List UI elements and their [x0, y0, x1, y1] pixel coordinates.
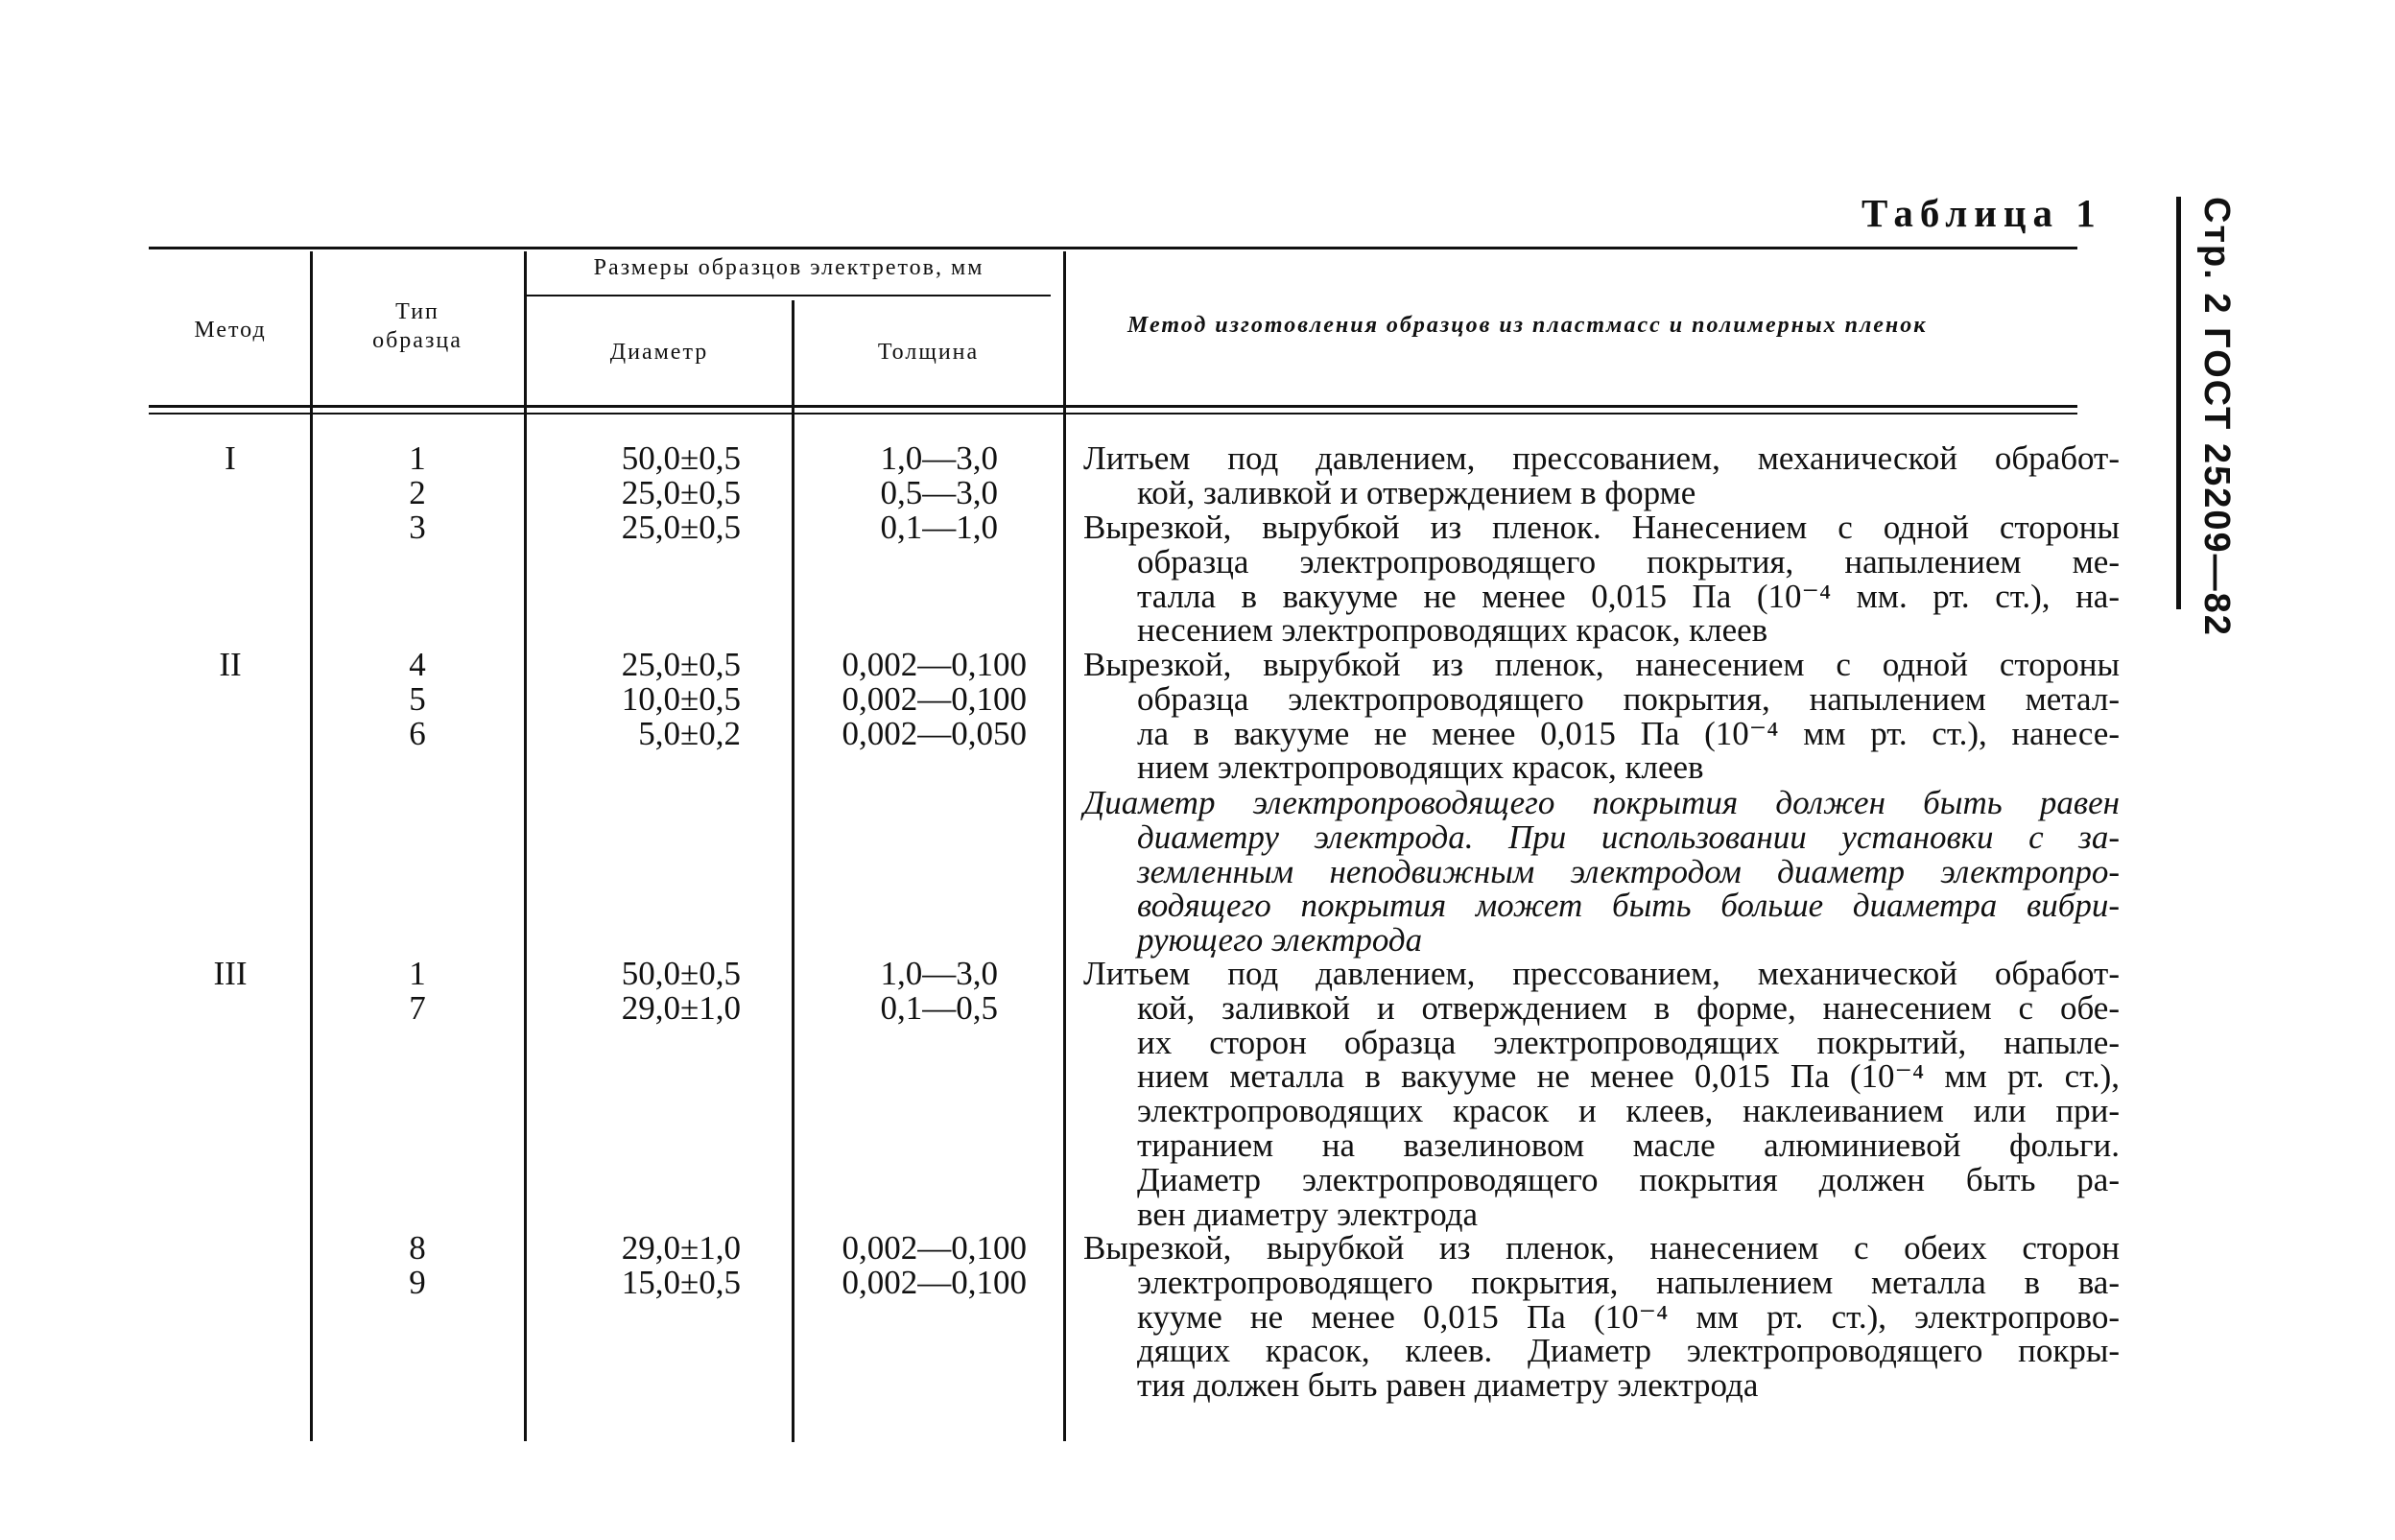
header-diameter: Диаметр: [609, 340, 709, 365]
desc-line: кой, заливкой и отверждением в форме, нанесением с обе-: [1137, 988, 2120, 1027]
header-method: Метод: [194, 318, 267, 343]
col-divider-4: [1063, 251, 1066, 1441]
types-I: 1 2 3: [409, 439, 426, 546]
header-bottom-rule-2: [149, 413, 2077, 415]
header-sample-type-line2: образца: [372, 328, 462, 353]
desc-line: вен диаметру электрода: [1137, 1195, 1479, 1233]
desc-line: нием металла в вакууме не менее 0,015 Па (10⁻⁴ мм рт. ст.),: [1137, 1057, 2120, 1096]
diameters-II: 25,0±0,5 10,0±0,5 5,0±0,2: [621, 646, 741, 752]
desc-line: кууме не менее 0,015 Па (10⁻⁴ мм рт. ст.), электропрово-: [1137, 1297, 2120, 1336]
thicknesses-III-b: 0,002—0,100 0,002—0,100: [842, 1229, 1027, 1301]
desc-II-1: [1083, 648, 2120, 785]
header-sample-type-line1: Тип: [395, 299, 439, 324]
types-III-b: 8 9: [409, 1229, 426, 1301]
desc-line: водящего покрытия может быть больше диаметра вибри-: [1137, 887, 2120, 925]
desc-line: талла в вакууме не менее 0,015 Па (10⁻⁴ мм. рт. ст.), на-: [1137, 577, 2120, 615]
diameters-III-b: 29,0±1,0 15,0±0,5: [621, 1229, 741, 1301]
desc-line: Литьем под давлением, прессованием, механической обработ-: [1083, 439, 2120, 477]
header-thickness: Толщина: [877, 340, 980, 365]
desc-line: тия должен быть равен диаметру электрода: [1137, 1366, 1759, 1405]
desc-line: диаметру электрода. При использовании установки с за-: [1137, 817, 2120, 856]
desc-line: Диаметр электропроводящего покрытия должен быть равен: [1083, 784, 2120, 821]
method-I: I: [225, 439, 236, 477]
desc-I-2: [1083, 510, 2120, 648]
thicknesses-I: 1,0—3,0 0,5—3,0 0,1—1,0: [880, 439, 998, 546]
desc-line: Вырезкой, вырубкой из пленок. Нанесением с одной стороны: [1083, 509, 2120, 546]
table-top-rule: [149, 247, 2077, 249]
types-II: 4 5 6: [409, 646, 426, 752]
diameters-III-a: 50,0±0,5 29,0±1,0: [621, 955, 741, 1027]
sizes-group-rule: [526, 295, 1051, 296]
thicknesses-II: 0,002—0,100 0,002—0,100 0,002—0,050: [842, 646, 1027, 752]
types-III-a: 1 7: [409, 955, 426, 1027]
side-divider: [2176, 197, 2181, 609]
method-II: II: [219, 646, 242, 683]
desc-III-a: [1083, 957, 2120, 1231]
desc-line: несением электропроводящих красок, клеев: [1137, 611, 1768, 650]
desc-line: электропроводящего покрытия, напылением металла в ва-: [1137, 1263, 2120, 1301]
desc-line: Вырезкой, вырубкой из пленок, нанесением с обеих сторон: [1083, 1229, 2120, 1267]
desc-line: дящих красок, клеев. Диаметр электропроводящего покры-: [1137, 1332, 2120, 1370]
diameters-I: 50,0±0,5 25,0±0,5 25,0±0,5: [621, 439, 741, 546]
desc-line: электропроводящих красок и клеев, наклеиванием или при-: [1137, 1092, 2120, 1130]
desc-line: кой, заливкой и отверждением в форме: [1137, 473, 1696, 511]
page-side-header: Стр. 2 ГОСТ 25209—82: [2196, 197, 2237, 637]
desc-line: Вырезкой, вырубкой из пленок, нанесением с одной стороны: [1083, 646, 2120, 683]
desc-line: образца электропроводящего покрытия, напылением метал-: [1137, 679, 2120, 718]
header-sample-type: [313, 297, 522, 355]
desc-line: тиранием на вазелиновом масле алюминиевой фольги.: [1137, 1125, 2120, 1164]
desc-II-note: [1083, 786, 2120, 958]
header-manufacture-method: Метод изготовления образцов из пластмасс и полимерных пленок: [1127, 313, 1928, 338]
col-divider-3: [792, 300, 794, 1442]
desc-line: ла в вакууме не менее 0,015 Па (10⁻⁴ мм рт. ст.), нанесе-: [1137, 714, 2120, 752]
desc-line: Диаметр электропроводящего покрытия должен быть ра-: [1137, 1160, 2120, 1198]
col-divider-2: [524, 251, 527, 1441]
desc-line: земленным неподвижным электродом диаметр электропро-: [1137, 852, 2120, 890]
thicknesses-III-a: 1,0—3,0 0,1—0,5: [880, 955, 998, 1027]
table-caption: Таблица 1: [1861, 191, 2102, 235]
header-bottom-rule-1: [149, 405, 2077, 408]
header-sizes-group: Размеры образцов электретов, мм: [593, 255, 984, 280]
method-III: III: [213, 955, 248, 992]
desc-I-1: [1083, 441, 2120, 510]
desc-line: Литьем под давлением, прессованием, механической обработ-: [1083, 955, 2120, 992]
desc-line: их сторон образца электропроводящих покрытий, напыле-: [1137, 1023, 2120, 1061]
desc-III-b: [1083, 1231, 2120, 1403]
desc-line: рующего электрода: [1137, 921, 1423, 960]
desc-line: нием электропроводящих красок, клеев: [1137, 748, 1704, 787]
desc-line: образца электропроводящего покрытия, напылением ме-: [1137, 542, 2120, 580]
